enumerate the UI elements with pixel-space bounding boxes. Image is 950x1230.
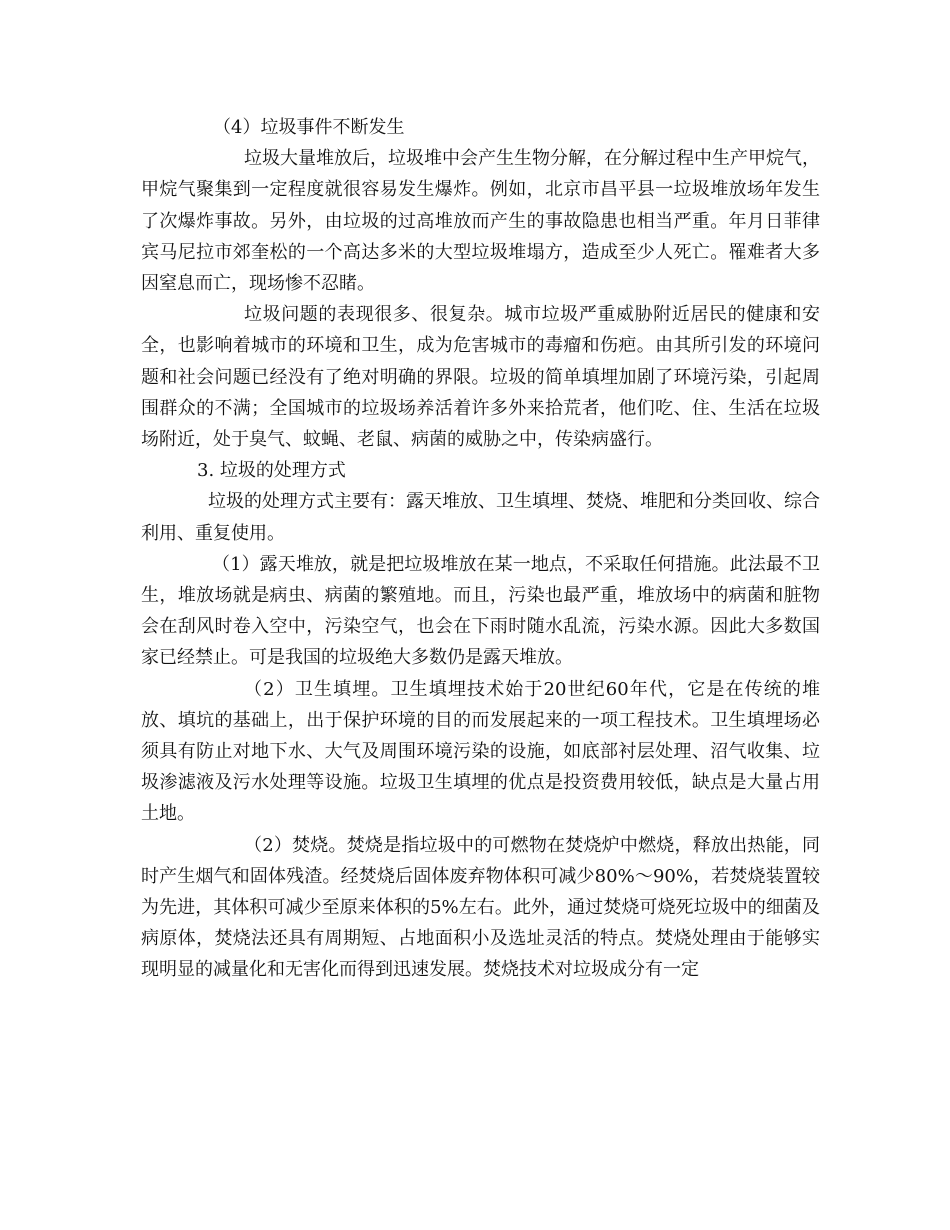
heading-disposal-methods: 3. 垃圾的处理方式 <box>197 460 346 482</box>
paragraph-open-dumping: （1）露天堆放，就是把垃圾堆放在某一地点，不采取任何措施。此法最不卫生，堆放场就是病虫、病菌的繁殖地。而且，污染也最严重，堆放场中的病菌和脏物会在刮风时卷入空中，污染空气，也会在下雨时随水乱流，污染水源。因此大多数国家已经禁止。可是我国的垃圾绝大多数仍是露天堆放。 <box>141 553 820 669</box>
paragraph-garbage-problems: 垃圾问题的表现很多、很复杂。城市垃圾严重威胁附近居民的健康和安全，也影响着城市的环境和卫生，成为危害城市的毒瘤和伤疤。由其所引发的环境问题和社会问题已经没有了绝对明确的界限。垃圾的简单填埋加剧了环境污染，引起周围群众的不满；全国城市的垃圾场养活着许多外来拾荒者，他们吃、住、生活在垃圾场附近，处于臭气、蚊蝇、老鼠、病菌的威胁之中，传染病盛行。 <box>141 304 820 451</box>
heading-garbage-incidents: （4）垃圾事件不断发生 <box>213 117 405 138</box>
paragraph-sanitary-landfill: （2）卫生填埋。卫生填埋技术始于20世纪60年代，它是在传统的堆放、填坑的基础上，出于保护环境的目的而发展起来的一项工程技术。卫生填埋场必须具有防止对地下水、大气及周围环境污染的设施，如底部衬层处理、沼气收集、垃圾渗滤液及污水处理等设施。垃圾卫生填埋的优点是投资费用较低，缺点是大量占用土地。 <box>141 678 820 825</box>
paragraph-methane-explosion: 垃圾大量堆放后，垃圾堆中会产生生物分解，在分解过程中生产甲烷气，甲烷气聚集到一定程度就很容易发生爆炸。例如，北京市昌平县一垃圾堆放场年发生了次爆炸事故。另外，由垃圾的过高堆放而产生的事故隐患也相当严重。年月日菲律宾马尼拉市郊奎松的一个高达多米的大型垃圾堆塌方，造成至少人死亡。罹难者大多因窒息而亡，现场惨不忍睹。 <box>141 148 820 295</box>
paragraph-disposal-overview: 垃圾的处理方式主要有：露天堆放、卫生填埋、焚烧、堆肥和分类回收、综合利用、重复使用。 <box>141 491 820 544</box>
paragraph-incineration: （2）焚烧。焚烧是指垃圾中的可燃物在焚烧炉中燃烧，释放出热能，同时产生烟气和固体残渣。经焚烧后固体废弃物体积可减少80%～90%，若焚烧装置较为先进，其体积可减少至原来体积的5%左右。此外，通过焚烧可烧死垃圾中的细菌及病原体，焚烧法还具有周期短、占地面积小及选址灵活的特点。焚烧处理由于能够实现明显的减量化和无害化而得到迅速发展。焚烧技术对垃圾成分有一定 <box>141 834 820 981</box>
